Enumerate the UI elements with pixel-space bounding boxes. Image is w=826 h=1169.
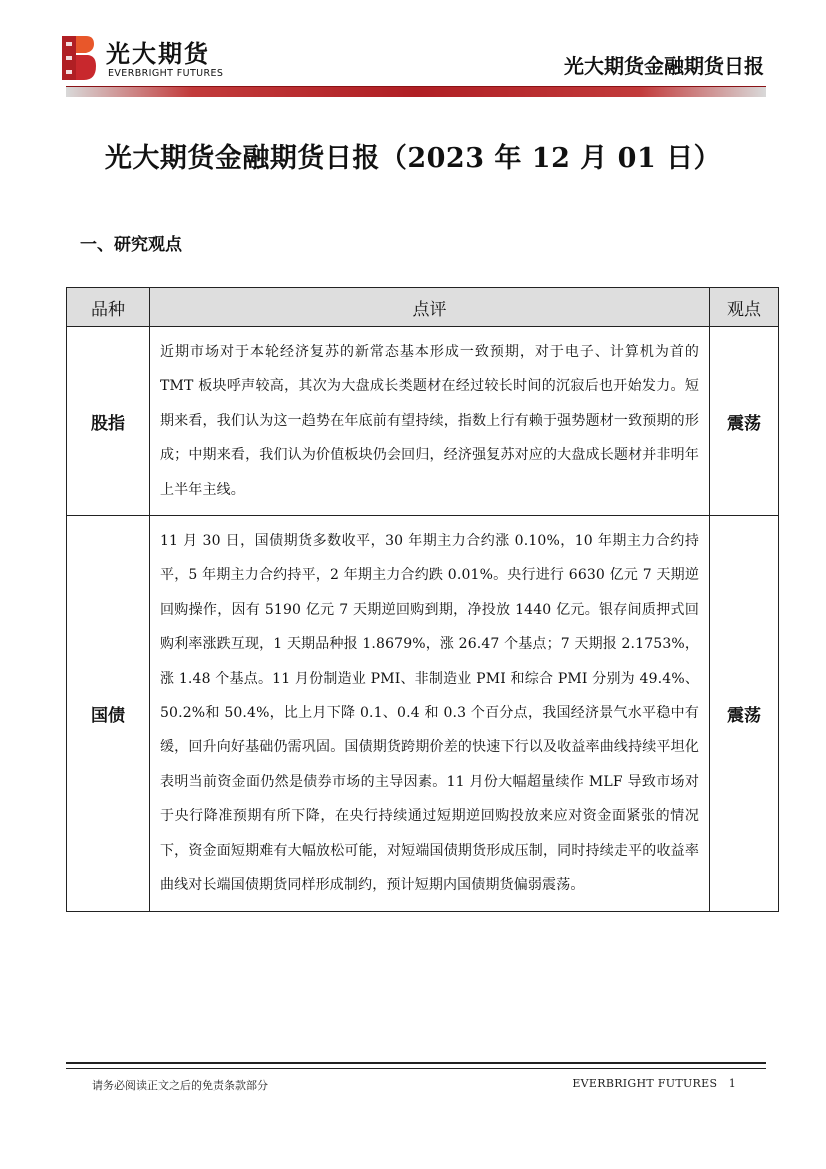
section-heading: 一、研究观点 xyxy=(80,235,182,255)
everbright-logo-icon xyxy=(62,36,96,80)
report-name: 光大期货金融期货日报 xyxy=(564,54,764,78)
column-header-comment: 点评 xyxy=(150,288,710,327)
document-title: 光大期货金融期货日报（2023 年 12 月 01 日） xyxy=(104,143,722,174)
variety-cell: 国债 xyxy=(67,516,150,911)
view-cell: 震荡 xyxy=(710,327,779,516)
page-header xyxy=(0,0,826,100)
column-header-view: 观点 xyxy=(710,288,779,327)
header-divider xyxy=(66,86,766,97)
footer-disclaimer: 请务必阅读正文之后的免责条款部分 xyxy=(92,1079,268,1092)
table-row xyxy=(67,327,779,516)
table-row xyxy=(67,516,779,911)
column-header-variety: 品种 xyxy=(67,288,150,327)
logo-text-en: EVERBRIGHT FUTURES xyxy=(108,68,224,79)
page-number: 1 xyxy=(728,1077,736,1090)
variety-cell: 股指 xyxy=(67,327,150,516)
footer-brand xyxy=(572,1077,736,1090)
table-header-row xyxy=(67,288,779,327)
logo-text-cn: 光大期货 xyxy=(106,40,210,68)
research-views-table xyxy=(66,287,779,912)
footer-brand-text: EVERBRIGHT FUTURES xyxy=(572,1077,718,1090)
comment-cell: 11 月 30 日，国债期货多数收平，30 年期主力合约涨 0.10%，10 年期主力合约持平，5 年期主力合约持平，2 年期主力合约跌 0.01%。央行进行 6630 亿元 7 天期逆回购操作，因有 5190 亿元 7 天期逆回购到期，净投放 1440 亿元。银存间质押式回购利率涨跌互现，1 天期品种报 1.8679%，涨 26.47 个基点；7 天期报 2.1753%，涨 1.48 个基点。11 月份制造业 PMI、非制造业 PMI 和综合 PMI 分别为 49.4%、50.2%和 50.4%，比上月下降 0.1、0.4 和 0.3 个百分点，我国经济景气水平稳中有缓，回升向好基础仍需巩固。国债期货跨期价差的快速下行以及收益率曲线持续平坦化表明当前资金面仍然是债券市场的主导因素。11 月份大幅超量续作 MLF 导致市场对于央行降准预期有所下降，在央行持续通过短期逆回购投放来应对资金面紧张的情况下，资金面短期难有大幅放松可能，对短端国债期货形成压制，同时持续走平的收益率曲线对长端国债期货同样形成制约，预计短期内国债期货偏弱震荡。 xyxy=(150,516,710,911)
footer-divider xyxy=(66,1062,766,1069)
comment-cell: 近期市场对于本轮经济复苏的新常态基本形成一致预期，对于电子、计算机为首的 TMT 板块呼声较高，其次为大盘成长类题材在经过较长时间的沉寂后也开始发力。短期来看，我们认为这一趋势在年底前有望持续，指数上行有赖于强势题材一致预期的形成；中期来看，我们认为价值板块仍会回归，经济强复苏对应的大盘成长题材并非明年上半年主线。 xyxy=(150,327,710,516)
view-cell: 震荡 xyxy=(710,516,779,911)
